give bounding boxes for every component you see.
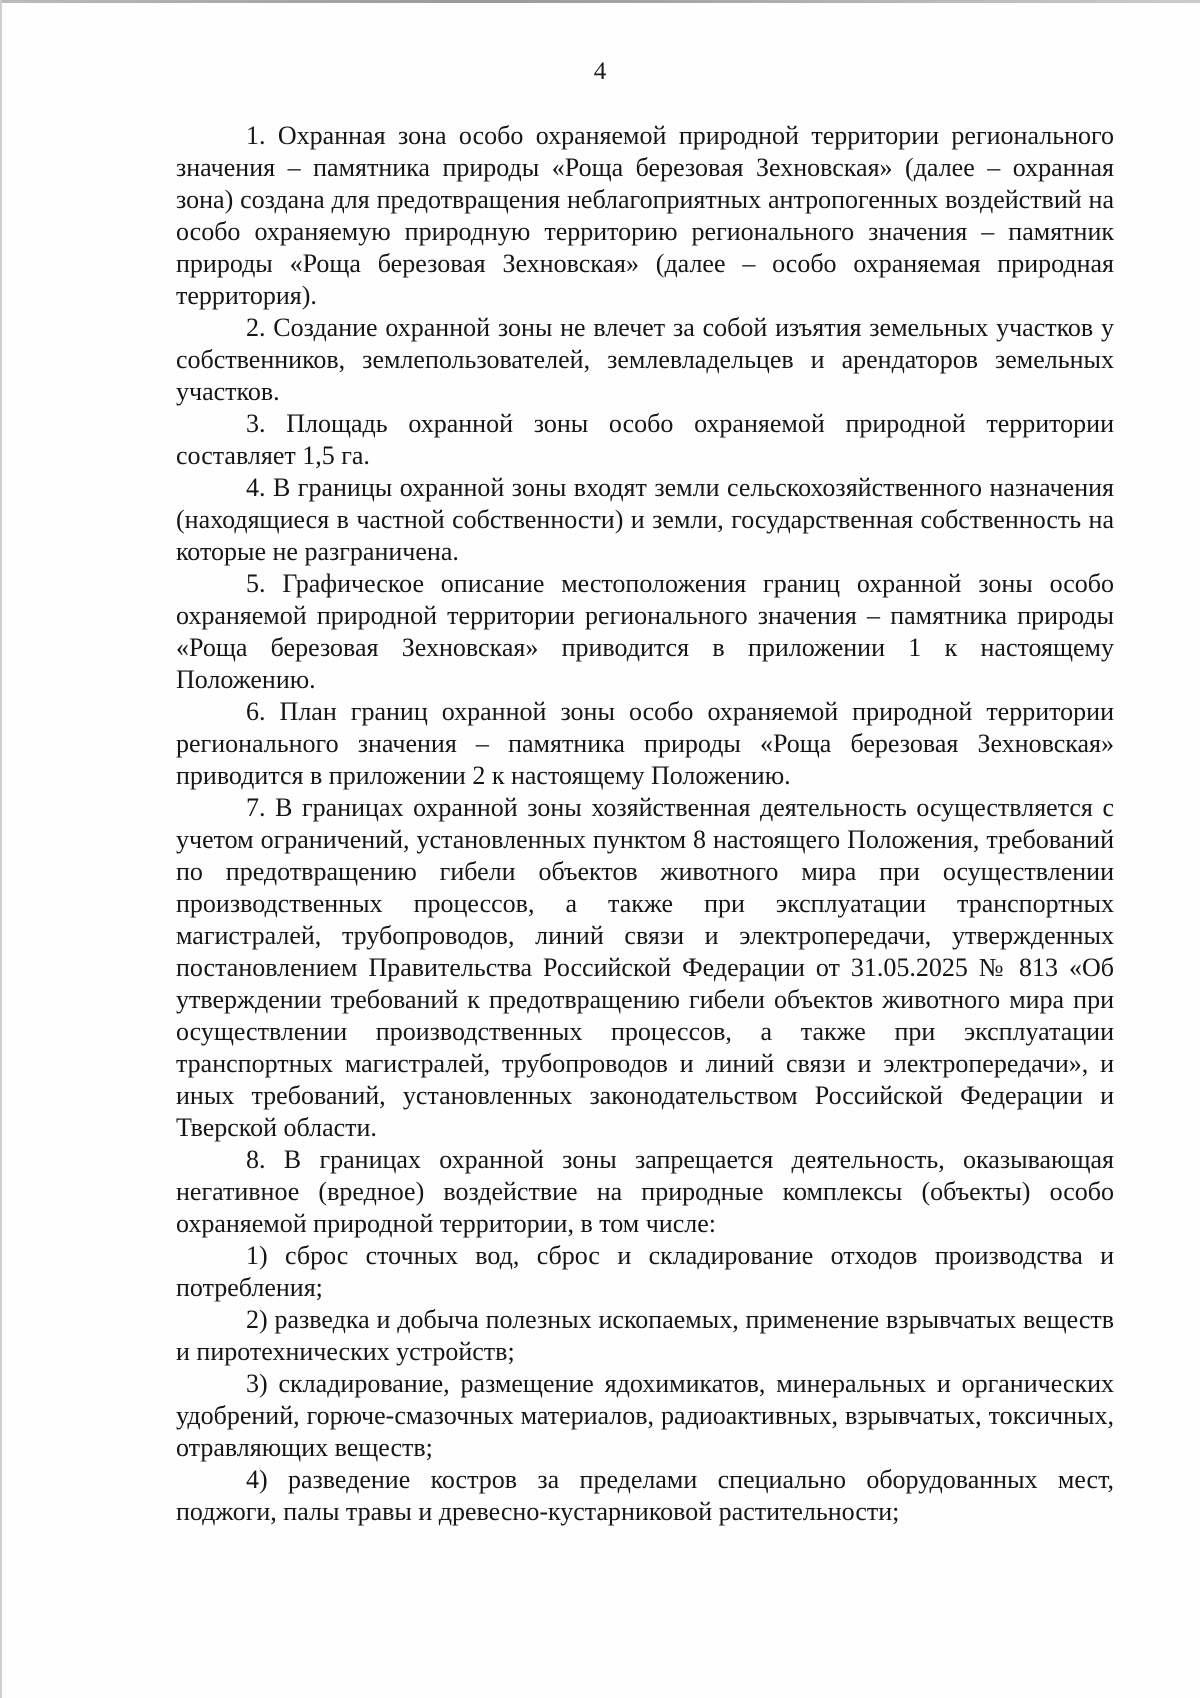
scan-edge-top — [0, 0, 1200, 3]
list-item-3: 3) складирование, размещение ядохимикатов, минеральных и органических удобрений, горюче-смазочных материалов, радиоактивных, взрывчатых, токсичных, отравляющих веществ; — [176, 1369, 1114, 1462]
list-item-1: 1) сброс сточных вод, сброс и складирование отходов производства и потребления; — [176, 1241, 1114, 1302]
paragraph-2: 2. Создание охранной зоны не влечет за собой изъятия земельных участков у собственников, землепользователей, землевладельцев и арендаторов земельных участков. — [176, 313, 1114, 406]
paragraph-7: 7. В границах охранной зоны хозяйственная деятельность осуществляется с учетом ограничений, установленных пунктом 8 настоящего Положения, требований по предотвращению гибели объектов животного мира при осуществлении производственных процессов, а также при эксплуатации транспортных магистралей, трубопроводов, линий связи и электропередачи, утвержденных постановлением Правительства Российской Федерации от 31.05.2025 № 813 «Об утверждении требований к предотвращению гибели объектов животного мира при осуществлении производственных процессов, а также при эксплуатации транспортных магистралей, трубопроводов и линий связи и электропередачи», и иных требований, установленных законодательством Российской Федерации и Тверской области. — [176, 793, 1114, 1142]
page-number: 4 — [593, 58, 607, 85]
paragraph-3: 3. Площадь охранной зоны особо охраняемой природной территории составляет 1,5 га. — [176, 409, 1114, 470]
paragraph-4: 4. В границы охранной зоны входят земли сельскохозяйственного назначения (находящиеся в частной собственности) и земли, государственная собственность на которые не разграничена. — [176, 473, 1114, 566]
list-item-4: 4) разведение костров за пределами специально оборудованных мест, поджоги, палы травы и древесно-кустарниковой растительности; — [176, 1465, 1114, 1526]
paragraph-5: 5. Графическое описание местоположения границ охранной зоны особо охраняемой природной территории регионального значения – памятника природы «Роща березовая Зехновская» приводится в приложении 1 к настоящему Положению. — [176, 569, 1114, 694]
scan-edge-left — [0, 0, 2, 1698]
paragraph-8: 8. В границах охранной зоны запрещается деятельность, оказывающая негативное (вредное) воздействие на природные комплексы (объекты) особо охраняемой природной территории, в том числе: — [176, 1145, 1114, 1238]
document-body — [176, 120, 1114, 1528]
paragraph-6: 6. План границ охранной зоны особо охраняемой природной территории регионального значения – памятника природы «Роща березовая Зехновская» приводится в приложении 2 к настоящему Положению. — [176, 697, 1114, 790]
paragraph-1: 1. Охранная зона особо охраняемой природной территории регионального значения – памятника природы «Роща березовая Зехновская» (далее – охранная зона) создана для предотвращения неблагоприятных антропогенных воздействий на особо охраняемую природную территорию регионального значения – памятник природы «Роща березовая Зехновская» (далее – особо охраняемая природная территория). — [176, 121, 1114, 310]
list-item-2: 2) разведка и добыча полезных ископаемых, применение взрывчатых веществ и пиротехнических устройств; — [176, 1305, 1114, 1366]
